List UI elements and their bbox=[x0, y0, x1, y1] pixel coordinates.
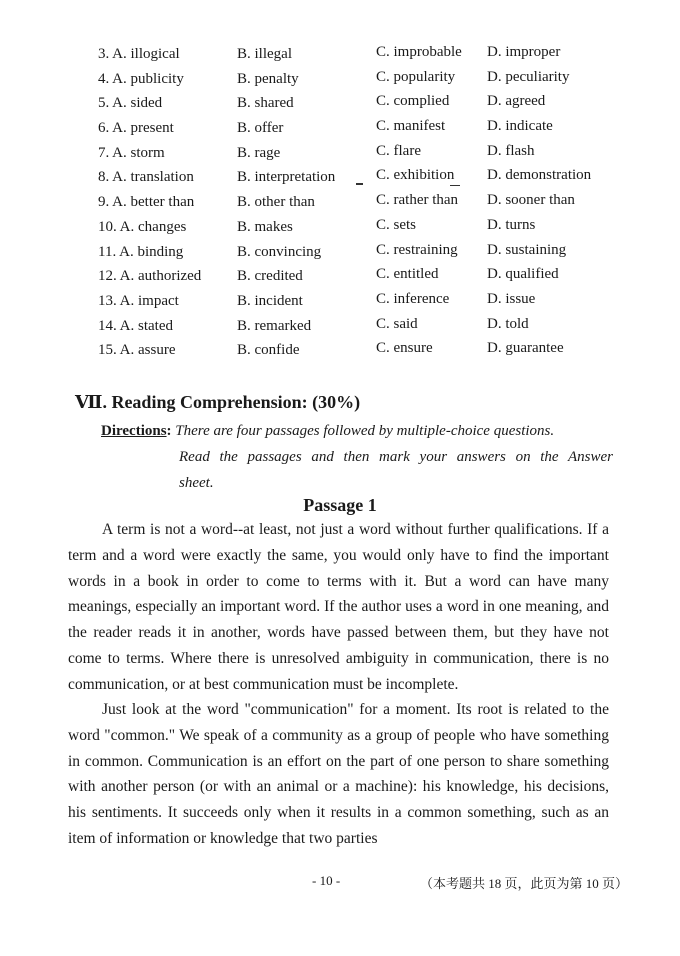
option-c: C. popularity bbox=[376, 68, 456, 85]
answer-options-list bbox=[98, 42, 618, 363]
option-row bbox=[98, 165, 618, 190]
option-c: C. restraining bbox=[376, 241, 458, 258]
option-d: D. improper bbox=[487, 44, 561, 60]
passage-paragraph: Just look at the word "communication" for a moment. Its root is related to the word "common." We speak of a community as a group of people who have something in common. Communication is an effort on the part of one person to share something with another person (or with an animal or a machine): his knowledge, his decisions, his sentiments. It succeeds only when it results in a common something, such as an item of information or knowledge that two parties bbox=[68, 701, 609, 847]
option-row bbox=[98, 338, 618, 363]
option-b: B. other than bbox=[237, 194, 315, 211]
option-b: B. illegal bbox=[237, 46, 292, 62]
option-c: C. complied bbox=[376, 93, 450, 110]
option-c: C. flare bbox=[376, 142, 421, 159]
option-row bbox=[98, 91, 618, 116]
option-c: C. improbable bbox=[376, 44, 462, 60]
option-b: B. offer bbox=[237, 120, 284, 137]
option-d: D. qualified bbox=[487, 266, 559, 283]
option-row bbox=[98, 116, 618, 141]
option-a: 15. A. assure bbox=[98, 342, 176, 359]
scan-mark bbox=[450, 185, 460, 186]
passage-paragraph: A term is not a word--at least, not just a word without further qualifications. If a term and a word were exactly the same, you would only have to find the important words in a book in order to come to terms with it. But a word can have many meanings, especially an important word. If the author uses a word in one meaning, and the reader reads it in another, words have passed between them, but they have not come to terms. Where there is unresolved ambiguity in communication, there is no communication, or at best communication must be incomplete. bbox=[68, 521, 609, 693]
option-d: D. guarantee bbox=[487, 340, 564, 357]
option-b: B. shared bbox=[237, 95, 294, 112]
option-c: C. said bbox=[376, 315, 418, 332]
option-a: 10. A. changes bbox=[98, 218, 187, 235]
option-d: D. sooner than bbox=[487, 192, 575, 209]
option-a: 3. A. illogical bbox=[98, 46, 180, 62]
option-a: 12. A. authorized bbox=[98, 268, 202, 285]
option-a: 13. A. impact bbox=[98, 292, 179, 309]
directions-block bbox=[101, 418, 613, 496]
directions-line-1: There are four passages followed by multiple-choice questions. bbox=[175, 423, 555, 439]
option-d: D. turns bbox=[487, 216, 536, 233]
option-row bbox=[98, 314, 618, 339]
option-row bbox=[98, 42, 618, 67]
option-b: B. penalty bbox=[237, 70, 299, 87]
option-a: 11. A. binding bbox=[98, 243, 184, 260]
option-b: B. remarked bbox=[237, 317, 312, 334]
option-c: C. sets bbox=[376, 216, 417, 233]
directions-line-2: Read the passages and then mark your answers on the Answer bbox=[179, 449, 613, 465]
option-d: D. issue bbox=[487, 290, 536, 307]
option-d: D. told bbox=[487, 315, 529, 332]
section-heading: Ⅶ. Reading Comprehension: (30%) bbox=[75, 392, 361, 412]
option-b: B. makes bbox=[237, 218, 293, 235]
option-row bbox=[98, 215, 618, 240]
option-c: C. inference bbox=[376, 290, 450, 307]
option-a: 4. A. publicity bbox=[98, 70, 184, 87]
option-a: 7. A. storm bbox=[98, 144, 165, 161]
option-b: B. convincing bbox=[237, 243, 322, 260]
option-a: 6. A. present bbox=[98, 120, 174, 137]
option-b: B. rage bbox=[237, 144, 281, 161]
option-b: B. credited bbox=[237, 268, 303, 285]
option-d: D. flash bbox=[487, 142, 535, 159]
option-a: 14. A. stated bbox=[98, 317, 173, 334]
option-b: B. interpretation bbox=[237, 169, 336, 186]
option-d: D. peculiarity bbox=[487, 68, 570, 85]
directions-colon: : bbox=[166, 423, 172, 439]
option-row bbox=[98, 289, 618, 314]
option-row bbox=[98, 190, 618, 215]
option-d: D. demonstration bbox=[487, 167, 592, 184]
option-c: C. manifest bbox=[376, 118, 446, 135]
option-row bbox=[98, 141, 618, 166]
option-row bbox=[98, 67, 618, 92]
scan-mark bbox=[356, 183, 363, 185]
option-c: C. rather than bbox=[376, 192, 459, 209]
passage-title: Passage 1 bbox=[303, 495, 377, 515]
option-a: 5. A. sided bbox=[98, 95, 163, 112]
option-c: C. exhibition bbox=[376, 167, 455, 184]
option-b: B. confide bbox=[237, 342, 300, 359]
page-number: - 10 - bbox=[312, 873, 341, 888]
option-d: D. sustaining bbox=[487, 241, 567, 258]
page-count-note: （本考题共 18 页，此页为第 10 页） bbox=[420, 876, 629, 891]
option-c: C. ensure bbox=[376, 340, 433, 357]
directions-label: Directions bbox=[101, 423, 167, 439]
directions-line-3: sheet. bbox=[179, 475, 214, 491]
option-row bbox=[98, 240, 618, 265]
option-b: B. incident bbox=[237, 292, 303, 309]
option-a: 9. A. better than bbox=[98, 194, 195, 211]
option-a: 8. A. translation bbox=[98, 169, 194, 186]
option-row bbox=[98, 264, 618, 289]
option-d: D. indicate bbox=[487, 118, 553, 135]
option-c: C. entitled bbox=[376, 266, 439, 283]
option-d: D. agreed bbox=[487, 93, 546, 110]
